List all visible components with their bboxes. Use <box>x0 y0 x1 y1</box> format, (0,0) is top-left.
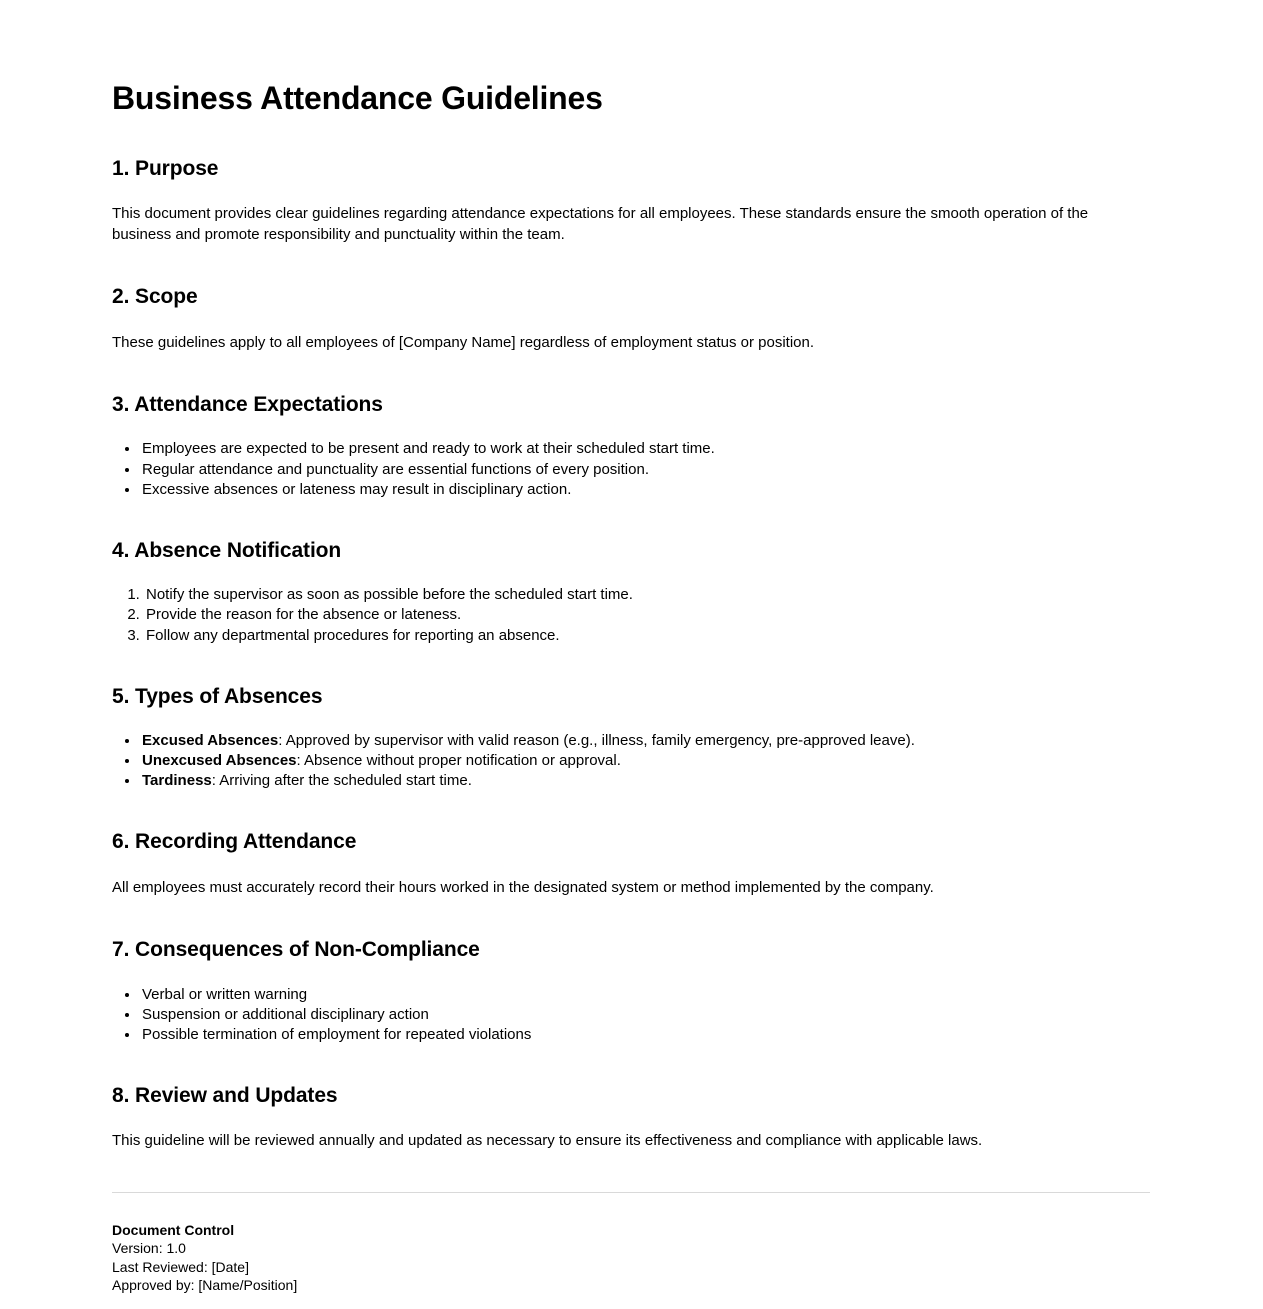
list-item: • Suspension or additional disciplinary action <box>140 1005 1151 1024</box>
list-item <box>140 731 1151 750</box>
document-control-title: Document Control <box>112 1221 235 1238</box>
absence-type-term: Unexcused Absences <box>142 752 297 770</box>
list-item <box>140 751 1151 770</box>
consequences-list <box>112 985 1151 1045</box>
document-control-block <box>112 1221 1151 1295</box>
page-title: Business Attendance Guidelines <box>112 80 603 116</box>
list-item: • Regular attendance and punctuality are essential functions of every position. <box>140 460 1151 479</box>
list-item: 1. Notify the supervisor as soon as possible before the scheduled start time. <box>144 585 1151 604</box>
absence-type-term: Tardiness <box>142 772 212 790</box>
absence-notification-list <box>112 585 1151 645</box>
list-item: • Employees are expected to be present and ready to work at their scheduled start time. <box>140 439 1151 458</box>
section-heading-attendance-expectations: 3. Attendance Expectations <box>112 393 383 417</box>
document-control-approved-by: Approved by: [Name/Position] <box>112 1277 298 1294</box>
list-item: • Excessive absences or lateness may result in disciplinary action. <box>140 480 1151 499</box>
footer-divider <box>112 1192 1150 1193</box>
document-control-last-reviewed: Last Reviewed: [Date] <box>112 1258 249 1275</box>
section-heading-recording-attendance: 6. Recording Attendance <box>112 830 357 854</box>
list-item: • Verbal or written warning <box>140 985 1151 1004</box>
section-heading-absence-notification: 4. Absence Notification <box>112 538 342 562</box>
list-item: 3. Follow any departmental procedures for reporting an absence. <box>144 626 1151 645</box>
absence-type-term: Excused Absences <box>142 731 279 749</box>
section-paragraph-scope: These guidelines apply to all employees of [Company Name] regardless of employment status or position. <box>112 333 815 351</box>
absence-type-description: : Approved by supervisor with valid reason (e.g., illness, family emergency, pre-approved leave). <box>278 731 915 749</box>
section-paragraph-recording-attendance: All employees must accurately record their hours worked in the designated system or method implemented by the company. <box>112 878 934 896</box>
types-of-absences-list <box>112 731 1151 791</box>
list-item: • Possible termination of employment for repeated violations <box>140 1025 1151 1044</box>
section-heading-review-and-updates: 8. Review and Updates <box>112 1084 338 1108</box>
list-item <box>140 771 1151 790</box>
section-paragraph-purpose: This document provides clear guidelines regarding attendance expectations for all employees. These standards ensure the smooth operation of the business and promote responsibility and punctuality within the team. <box>112 204 1089 243</box>
list-item: 2. Provide the reason for the absence or lateness. <box>144 605 1151 624</box>
section-heading-consequences: 7. Consequences of Non-Compliance <box>112 938 480 962</box>
absence-type-description: : Absence without proper notification or approval. <box>296 752 621 770</box>
document-control-version: Version: 1.0 <box>112 1240 186 1257</box>
section-paragraph-review-and-updates: This guideline will be reviewed annually and updated as necessary to ensure its effectiveness and compliance with applicable laws. <box>112 1132 983 1150</box>
attendance-expectations-list <box>112 439 1151 499</box>
section-heading-scope: 2. Scope <box>112 285 198 309</box>
absence-type-description: : Arriving after the scheduled start time. <box>211 772 472 790</box>
section-heading-types-of-absences: 5. Types of Absences <box>112 684 323 708</box>
section-heading-purpose: 1. Purpose <box>112 156 219 180</box>
